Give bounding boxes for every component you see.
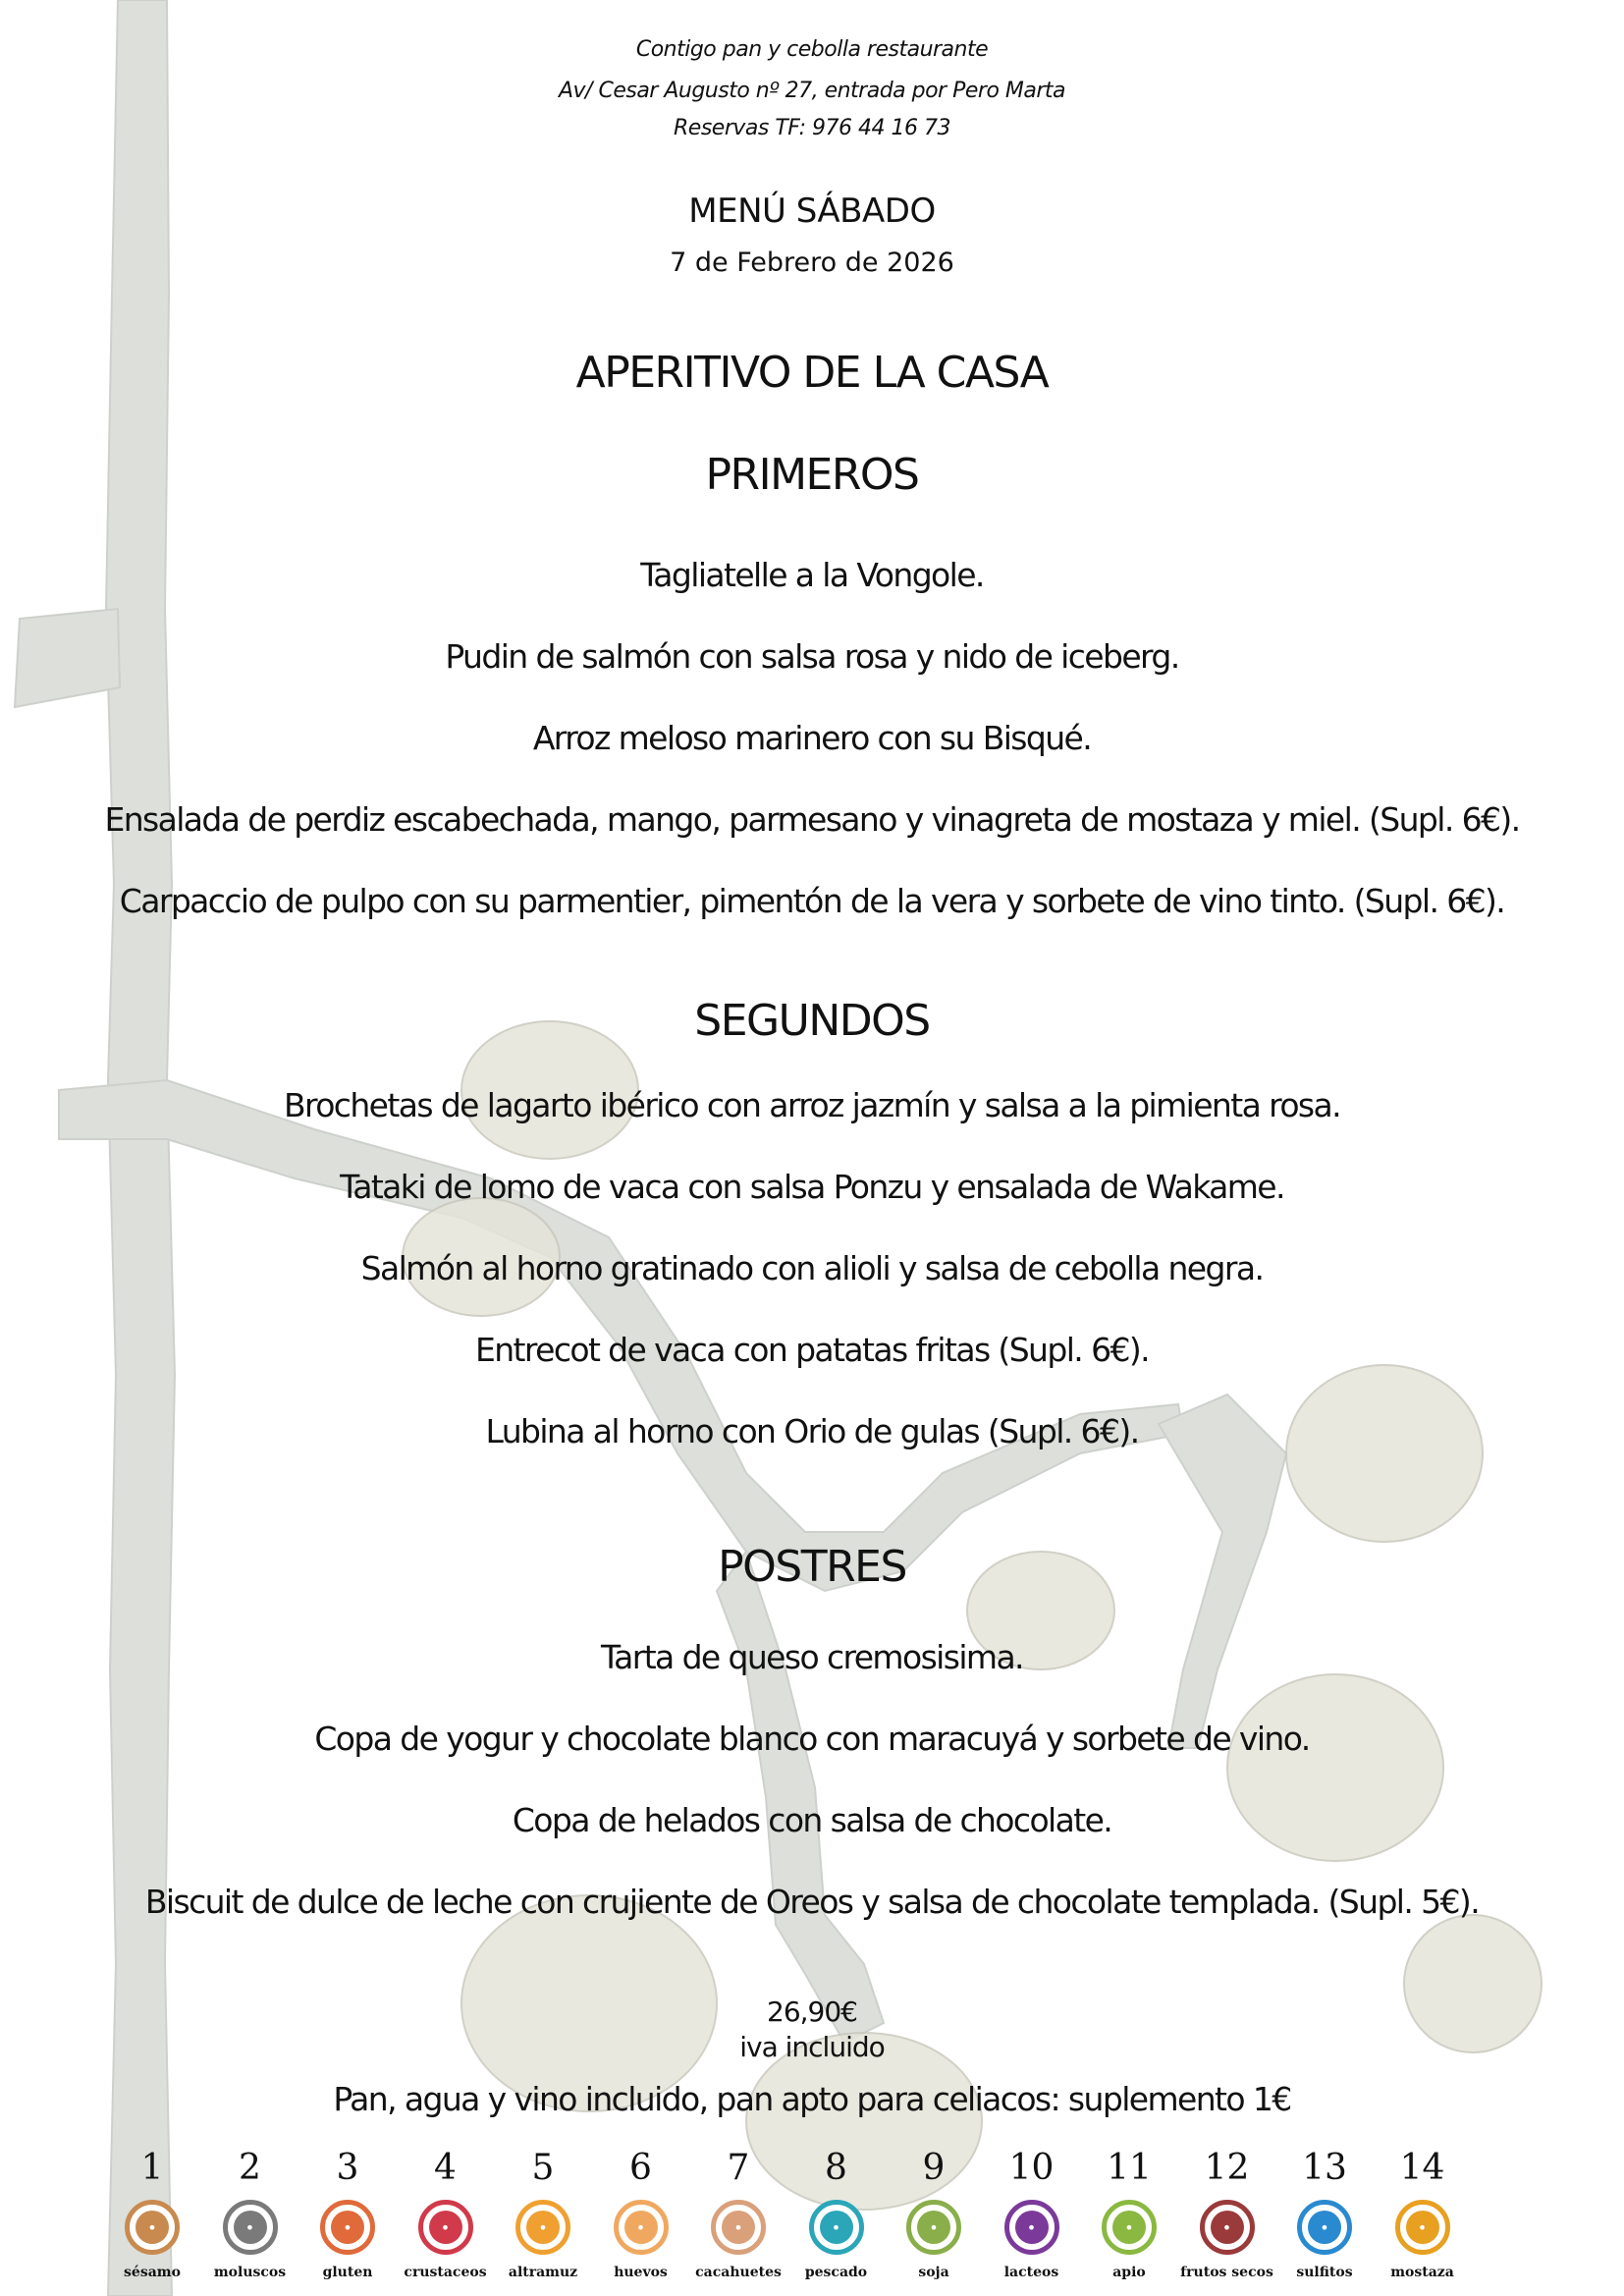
sulphite-icon: • [1308, 2211, 1341, 2244]
allergen-number: 2 [239, 2148, 261, 2188]
postres-item: Copa de yogur y chocolate blanco con maracuyá y sorbete de vino. [314, 1720, 1310, 1758]
allergen-badge [809, 2200, 864, 2255]
allergen-badge [223, 2200, 278, 2255]
fish-icon: • [820, 2211, 853, 2244]
milk-icon: • [1015, 2211, 1049, 2244]
allergen-number: 9 [922, 2148, 946, 2188]
mustard-icon: • [1406, 2211, 1439, 2244]
allergen-label: soja [918, 2265, 949, 2280]
restaurant-name: Contigo pan y cebolla restaurante [635, 37, 989, 62]
allergen-label: pescado [804, 2265, 868, 2280]
allergen-item [300, 2147, 395, 2280]
allergen-number: 7 [727, 2148, 750, 2188]
allergen-number: 3 [336, 2148, 359, 2188]
allergen-item [985, 2147, 1079, 2280]
allergen-label: gluten [322, 2265, 373, 2280]
menu-price: 26,90€ [767, 1995, 857, 2028]
allergen-badge [418, 2200, 473, 2255]
allergen-item [105, 2147, 199, 2280]
postres-heading: POSTRES [718, 1542, 906, 1592]
allergen-item [1180, 2147, 1274, 2280]
allergen-label: lacteos [1003, 2265, 1059, 2280]
allergen-label: mostaza [1390, 2265, 1454, 2280]
postres-item: Copa de helados con salsa de chocolate. [512, 1801, 1112, 1839]
allergen-number: 10 [1008, 2148, 1055, 2188]
allergen-label: apio [1112, 2265, 1146, 2280]
allergen-number: 8 [825, 2148, 847, 2188]
allergen-number: 5 [531, 2148, 555, 2188]
allergen-badge [1102, 2200, 1157, 2255]
allergen-number: 1 [140, 2148, 164, 2188]
allergen-label: cacahuetes [695, 2265, 782, 2280]
aperitivo-heading: APERITIVO DE LA CASA [575, 348, 1049, 398]
allergen-badge [320, 2200, 375, 2255]
segundos-item: Salmón al horno gratinado con alioli y salsa de cebolla negra. [360, 1249, 1264, 1287]
postres-item: Tarta de queso cremosisima. [601, 1638, 1023, 1676]
allergen-badge [125, 2200, 180, 2255]
menu-title: MENÚ SÁBADO [688, 191, 936, 231]
primeros-item: Ensalada de perdiz escabechada, mango, parmesano y vinagreta de mostaza y miel. (Supl. 6€). [104, 800, 1520, 839]
allergen-badge [906, 2200, 961, 2255]
primeros-item: Tagliatelle a la Vongole. [640, 556, 984, 594]
allergen-number: 4 [434, 2148, 457, 2188]
mollusc-icon: • [234, 2211, 267, 2244]
postres-item: Biscuit de dulce de leche con crujiente de Oreos y salsa de chocolate templada. (Supl. 5€). [144, 1883, 1480, 1921]
allergen-label: huevos [614, 2265, 668, 2280]
celery-icon: • [1112, 2211, 1146, 2244]
allergen-label: sulfitos [1296, 2265, 1353, 2280]
soy-icon: • [917, 2211, 950, 2244]
segundos-item: Brochetas de lagarto ibérico con arroz jazmín y salsa a la pimienta rosa. [283, 1086, 1341, 1124]
nut-icon: • [1211, 2211, 1244, 2244]
allergen-item [691, 2147, 785, 2280]
segundos-item: Entrecot de vaca con patatas fritas (Supl. 6€). [474, 1331, 1150, 1369]
crustacean-icon: • [429, 2211, 462, 2244]
lupin-icon: • [526, 2211, 560, 2244]
tax-note: iva incluido [739, 2031, 885, 2063]
allergen-item [887, 2147, 981, 2280]
allergen-item [789, 2147, 884, 2280]
allergen-number: 12 [1204, 2148, 1250, 2188]
allergen-badge [1004, 2200, 1059, 2255]
allergen-label: moluscos [213, 2265, 287, 2280]
allergen-number: 11 [1107, 2148, 1152, 2188]
allergen-item [594, 2147, 688, 2280]
reservations-phone: Reservas TF: 976 44 16 73 [674, 116, 950, 140]
allergen-label: sésamo [124, 2265, 181, 2280]
allergen-item [203, 2147, 298, 2280]
egg-icon: • [624, 2211, 658, 2244]
allergen-item [1082, 2147, 1176, 2280]
allergen-badge [614, 2200, 669, 2255]
peanut-icon: • [722, 2211, 755, 2244]
allergen-badge [711, 2200, 766, 2255]
allergen-label: frutos secos [1180, 2265, 1273, 2280]
allergen-badge [515, 2200, 570, 2255]
primeros-item: Arroz meloso marinero con su Bisqué. [532, 719, 1092, 757]
allergen-badge [1200, 2200, 1255, 2255]
primeros-heading: PRIMEROS [705, 450, 919, 500]
allergen-item [1277, 2147, 1372, 2280]
primeros-item: Pudin de salmón con salsa rosa y nido de iceberg. [445, 637, 1179, 676]
gluten-icon: • [331, 2211, 364, 2244]
allergen-item [1376, 2147, 1470, 2280]
allergen-number: 14 [1399, 2148, 1445, 2188]
allergen-number: 13 [1302, 2148, 1347, 2188]
allergen-label: altramuz [508, 2265, 578, 2280]
sesame-icon: • [135, 2211, 169, 2244]
allergen-item [496, 2147, 590, 2280]
segundos-heading: SEGUNDOS [694, 996, 930, 1046]
allergen-badge [1395, 2200, 1450, 2255]
bread-note: Pan, agua y vino incluido, pan apto para celiacos: suplemento 1€ [333, 2080, 1291, 2118]
menu-date: 7 de Febrero de 2026 [670, 247, 954, 278]
primeros-item: Carpaccio de pulpo con su parmentier, pimentón de la vera y sorbete de vino tinto. (Supl. 6€). [119, 882, 1505, 920]
restaurant-address: Av/ Cesar Augusto nº 27, entrada por Pero Marta [558, 79, 1066, 103]
segundos-item: Tataki de lomo de vaca con salsa Ponzu y ensalada de Wakame. [340, 1168, 1284, 1206]
allergen-label: crustaceos [404, 2265, 487, 2280]
segundos-item: Lubina al horno con Orio de gulas (Supl. 6€). [485, 1412, 1139, 1450]
allergen-item [399, 2147, 493, 2280]
allergen-legend [0, 2147, 1624, 2294]
allergen-badge [1297, 2200, 1352, 2255]
allergen-number: 6 [629, 2148, 652, 2188]
